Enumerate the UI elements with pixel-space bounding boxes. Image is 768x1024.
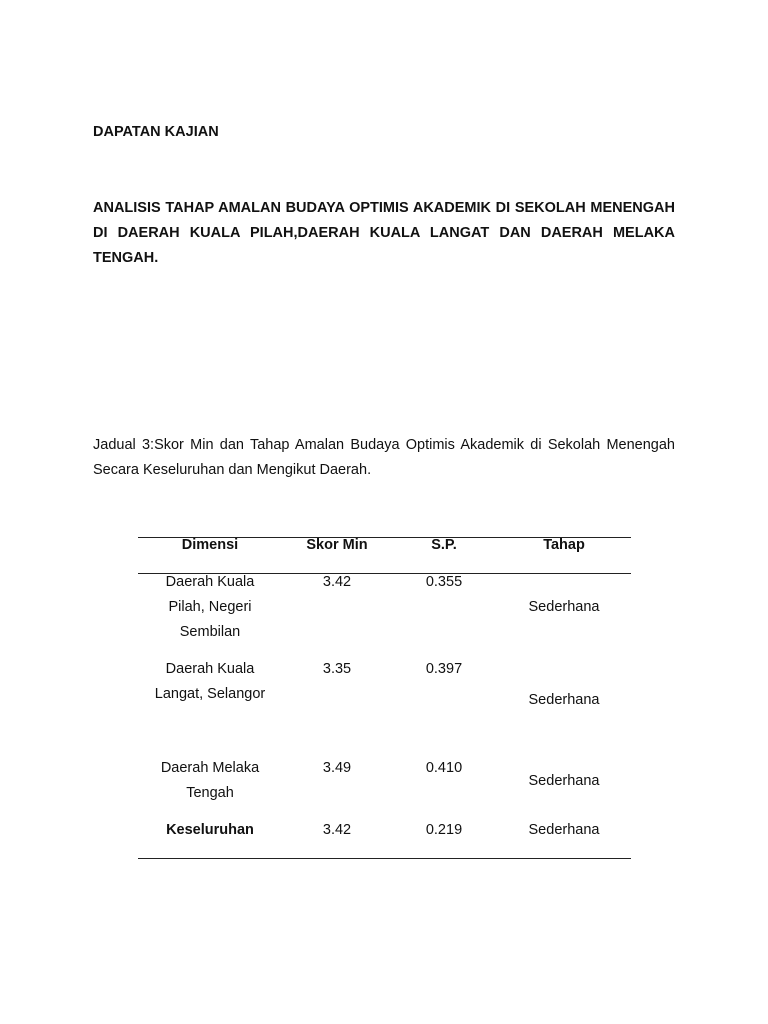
row-skor-min: 3.42 <box>322 574 352 590</box>
row-sp: 0.355 <box>425 574 463 590</box>
row-tahap: Sederhana <box>528 599 600 615</box>
row-dimensi: Daerah Melaka Tengah <box>160 760 260 801</box>
table-caption: Jadual 3:Skor Min dan Tahap Amalan Budaya Optimis Akademik di Sekolah Menengah Secara Keseluruhan dan Mengikut Daerah. <box>93 437 675 478</box>
row-tahap: Sederhana <box>528 692 600 708</box>
row-skor-min: 3.42 <box>322 822 352 838</box>
row-dimensi: Daerah Kuala Langat, Selangor <box>154 661 266 702</box>
row-sp: 0.397 <box>425 661 463 677</box>
header-dimensi: Dimensi <box>181 537 239 553</box>
row-skor-min: 3.35 <box>322 661 352 677</box>
row-sp: 0.410 <box>425 760 463 776</box>
section-title: ANALISIS TAHAP AMALAN BUDAYA OPTIMIS AKADEMIK DI SEKOLAH MENENGAH DI DAERAH KUALA PILAH,DAERAH KUALA LANGAT DAN DAERAH MELAKA TENGAH. <box>93 200 675 266</box>
row-skor-min: 3.49 <box>322 760 352 776</box>
table-bottom-rule <box>138 858 631 859</box>
row-tahap: Sederhana <box>528 773 600 789</box>
row-dimensi: Daerah Kuala Pilah, Negeri Sembilan <box>165 574 255 640</box>
row-dimensi-total: Keseluruhan <box>166 822 254 838</box>
header-tahap: Tahap <box>543 537 585 553</box>
header-sp: S.P. <box>431 537 457 553</box>
header-skor-min: Skor Min <box>306 537 368 553</box>
row-sp: 0.219 <box>425 822 463 838</box>
section-heading: DAPATAN KAJIAN <box>93 124 219 140</box>
row-tahap: Sederhana <box>528 822 600 838</box>
